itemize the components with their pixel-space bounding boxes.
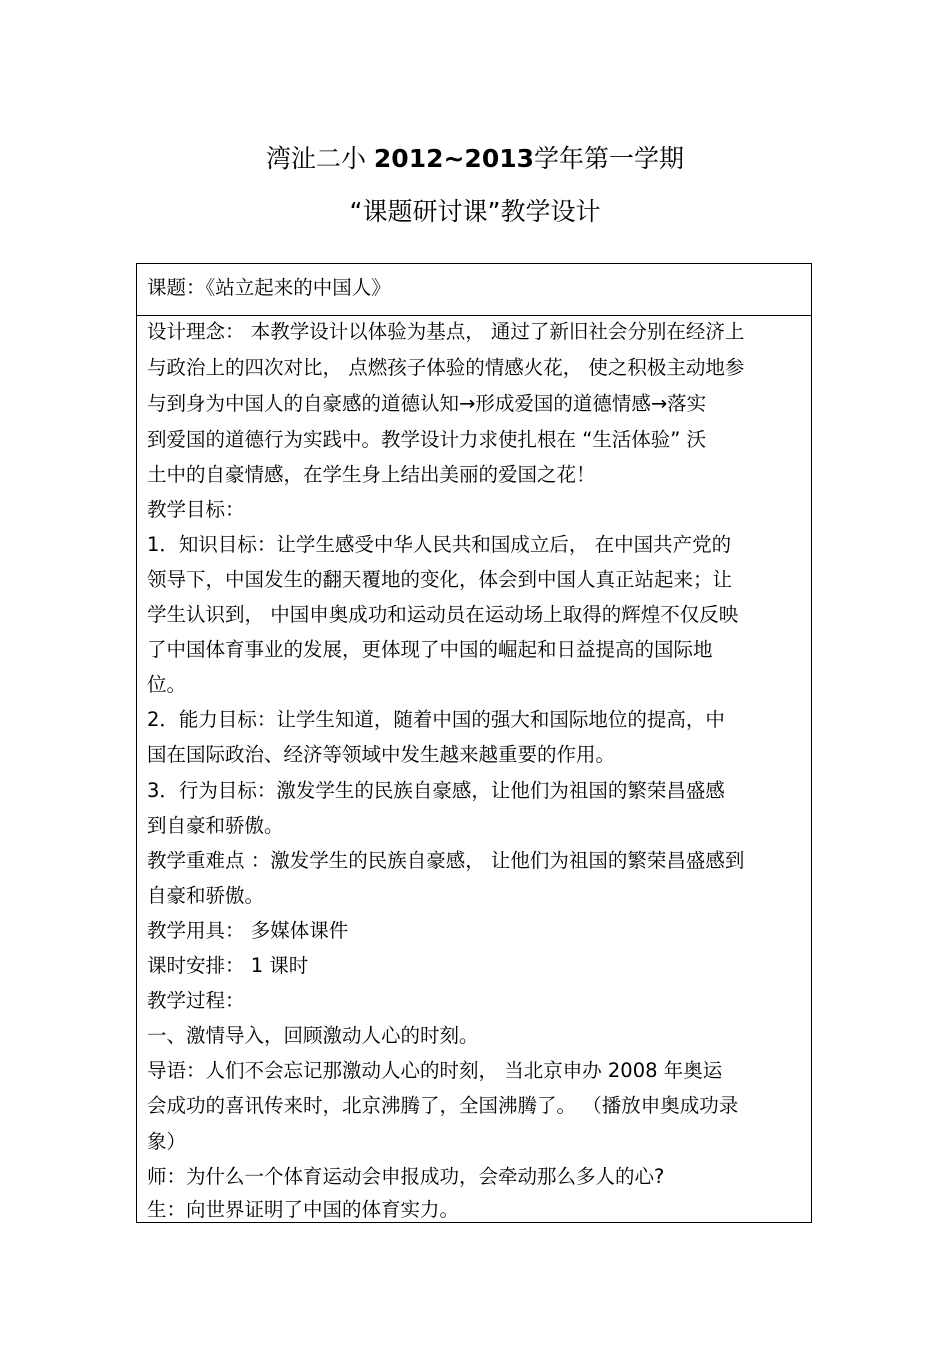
content-line: 到爱国的道德行为实践中。教学设计力求使扎根在 “生活体验” 沃 (147, 428, 707, 451)
content-line: 一、激情导入，回顾激动人心的时刻。 (147, 1024, 479, 1047)
content-line: 2．能力目标：让学生知道，随着中国的强大和国际地位的提高，中 (147, 708, 725, 731)
content-line: 学生认识到， 中国申奥成功和运动员在运动场上取得的辉煌不仅反映 (147, 603, 739, 626)
title-school: 湾沚二小 (265, 144, 374, 173)
content-line: 师：为什么一个体育运动会申报成功，会牵动那么多人的心? (147, 1165, 665, 1188)
content-line: 到自豪和骄傲。 (147, 814, 284, 837)
document-subtitle: “课题研讨课”教学设计 (349, 197, 601, 226)
content-line: 与政治上的四次对比， 点燃孩子体验的情感火花， 使之积极主动地参 (147, 356, 745, 379)
content-line: 了中国体育事业的发展，更体现了中国的崛起和日益提高的国际地 (147, 638, 713, 661)
subject-text: 课题：《站立起来的中国人》 (147, 276, 391, 299)
content-line: 与到身为中国人的自豪感的道德认知→形成爱国的道德情感→落实 (147, 392, 707, 415)
document-title (0, 143, 950, 175)
content-line: 教学重难点 ：激发学生的民族自豪感， 让他们为祖国的繁荣昌盛感到 (147, 849, 745, 872)
content-line: 自豪和骄傲。 (147, 884, 265, 907)
content-line: 象） (147, 1130, 187, 1153)
content-line: 生：向世界证明了中国的体育实力。 (147, 1198, 460, 1221)
title-years: 2012~2013 (373, 144, 535, 173)
content-line: 土中的自豪情感，在学生身上结出美丽的爱国之花！ (147, 463, 596, 486)
content-line: 领导下，中国发生的翻天覆地的变化，体会到中国人真正站起来；让 (147, 568, 733, 591)
content-line: 1．知识目标：让学生感受中华人民共和国成立后， 在中国共产党的 (147, 533, 732, 556)
content-line: 3．行为目标：激发学生的民族自豪感，让他们为祖国的繁荣昌盛感 (147, 779, 725, 802)
content-line: 设计理念： 本教学设计以体验为基点， 通过了新旧社会分别在经济上 (147, 320, 745, 343)
content-line: 教学过程： (147, 989, 245, 1012)
content-line: 位。 (147, 673, 187, 696)
content-line: 国在国际政治、经济等领域中发生越来越重要的作用。 (147, 743, 616, 766)
subject-row (137, 264, 811, 316)
content-line: 导语：人们不会忘记那激动人心的时刻， 当北京申办 2008 年奥运 (147, 1059, 723, 1082)
content-line: 教学目标： (147, 498, 245, 521)
content-line: 课时安排： 1 课时 (147, 954, 309, 977)
lesson-plan-table (136, 263, 812, 1223)
content-line: 教学用具： 多媒体课件 (147, 919, 349, 942)
content-line: 会成功的喜讯传来时，北京沸腾了，全国沸腾了。 （播放申奥成功录 (147, 1094, 739, 1117)
title-term: 学年第一学期 (534, 144, 685, 173)
